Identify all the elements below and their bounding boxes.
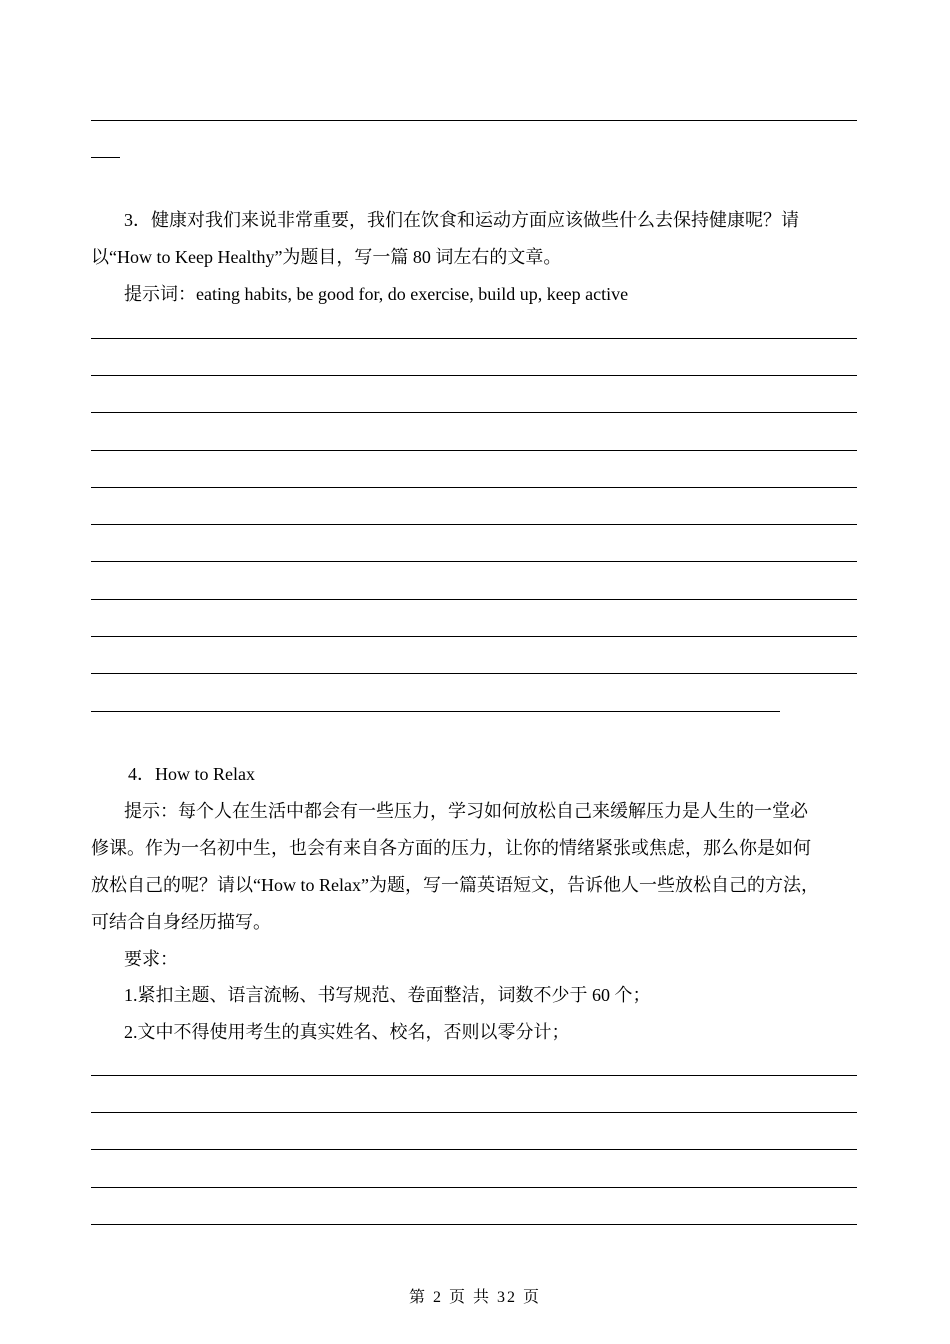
q3-answer-line [91,412,857,413]
q4-requirement-2: 2.文中不得使用考生的真实姓名、校名，否则以零分计； [124,1022,570,1042]
q3-prompt-line-2: 以“How to Keep Healthy”为题目，写一篇 80 词左右的文章。 [91,247,562,267]
answer-line [91,120,857,121]
q3-answer-line [91,450,857,451]
q4-hint-line-4: 可结合自身经历描写。 [91,912,271,932]
q4-requirement-1: 1.紧扣主题、语言流畅、书写规范、卷面整洁，词数不少于 60 个； [124,985,651,1005]
q4-answer-line [91,1112,857,1113]
q4-hint-line-1: 提示：每个人在生活中都会有一些压力，学习如何放松自己来缓解压力是人生的一堂必 [124,801,808,821]
answer-line-tail [91,157,120,158]
q3-answer-line [91,338,857,339]
q3-answer-line [91,487,857,488]
q4-title: 4．How to Relax [128,764,255,784]
q3-answer-line [91,636,857,637]
q4-answer-line [91,1149,857,1150]
q3-answer-line [91,524,857,525]
q4-hint-line-2: 修课。作为一名初中生，也会有来自各方面的压力，让你的情绪紧张或焦虑，那么你是如何 [91,838,811,858]
q3-hint: 提示词：eating habits, be good for, do exercise, build up, keep active [124,284,629,304]
q3-answer-line [91,599,857,600]
q4-hint-line-3: 放松自己的呢？请以“How to Relax”为题，写一篇英语短文，告诉他人一些放松自己的方法， [91,875,819,895]
q4-answer-line [91,1224,857,1225]
q3-prompt-line-1: 3．健康对我们来说非常重要，我们在饮食和运动方面应该做些什么去保持健康呢？请 [124,210,799,230]
q3-answer-line [91,673,857,674]
q3-answer-line [91,561,857,562]
q4-answer-line [91,1187,857,1188]
q3-answer-line [91,375,857,376]
q4-answer-line [91,1075,857,1076]
q3-answer-line-last [91,711,780,712]
page-footer: 第 2 页 共 32 页 [408,1289,541,1306]
q4-requirements-label: 要求： [124,949,178,969]
